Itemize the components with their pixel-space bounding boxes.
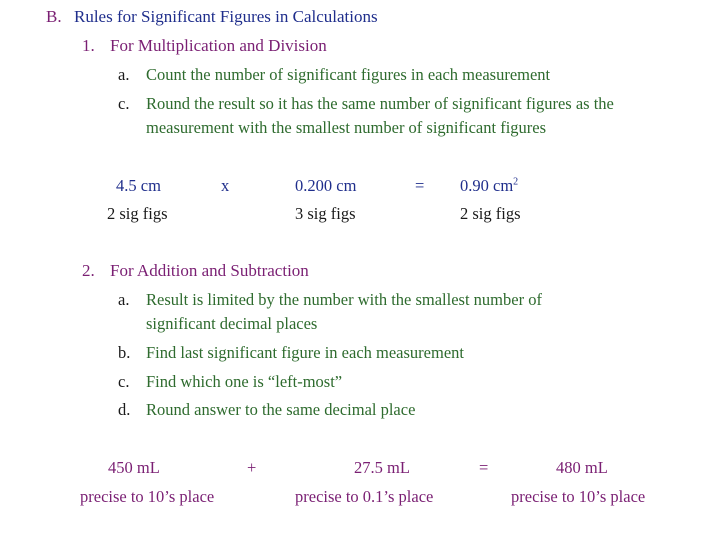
part1-item-c-text-line2: measurement with the smallest number of significant figures — [146, 118, 547, 137]
part2-item-c-marker: c. — [118, 372, 130, 391]
part2-item-d-marker: d. — [118, 400, 131, 419]
mult-term2: 0.200 cm — [295, 176, 357, 195]
add-term1: 450 mL — [108, 458, 160, 477]
part2-item-a-text-line2: significant decimal places — [146, 314, 318, 333]
part2-item-b-text: Find last significant figure in each measurement — [146, 343, 464, 362]
add-note2: precise to 0.1’s place — [295, 487, 434, 506]
mult-equals: = — [415, 176, 425, 195]
part1-marker: 1. — [82, 36, 95, 55]
mult-result-exponent: 2 — [513, 176, 519, 188]
add-result: 480 mL — [556, 458, 608, 477]
add-note3: precise to 10’s place — [511, 487, 646, 506]
mult-note2: 3 sig figs — [295, 204, 356, 223]
mult-operator: x — [221, 176, 230, 195]
part2-marker: 2. — [82, 261, 95, 280]
part2-title: For Addition and Subtraction — [110, 261, 309, 280]
part1-item-a-text: Count the number of significant figures in each measurement — [146, 65, 551, 84]
mult-note1: 2 sig figs — [107, 204, 168, 223]
add-note1: precise to 10’s place — [80, 487, 215, 506]
mult-note3: 2 sig figs — [460, 204, 521, 223]
section-title: Rules for Significant Figures in Calculations — [74, 7, 378, 26]
add-equals: = — [479, 458, 489, 477]
part1-item-c-marker: c. — [118, 94, 130, 113]
part2-item-b-marker: b. — [118, 343, 131, 362]
section-marker: B. — [46, 7, 62, 26]
mult-result-value: 0.90 cm — [460, 176, 514, 195]
part2-item-a-marker: a. — [118, 290, 130, 309]
part1-item-a-marker: a. — [118, 65, 130, 84]
part2-item-c-text: Find which one is “left-most” — [146, 372, 343, 391]
mult-term1: 4.5 cm — [116, 176, 161, 195]
part1-item-c-text-line1: Round the result so it has the same number of significant figures as the — [146, 94, 614, 113]
part1-title: For Multiplication and Division — [110, 36, 327, 55]
add-operator: + — [247, 458, 257, 477]
add-term2: 27.5 mL — [354, 458, 410, 477]
mult-result — [460, 176, 518, 196]
part2-item-a-text-line1: Result is limited by the number with the smallest number of — [146, 290, 542, 309]
part2-item-d-text: Round answer to the same decimal place — [146, 400, 416, 419]
